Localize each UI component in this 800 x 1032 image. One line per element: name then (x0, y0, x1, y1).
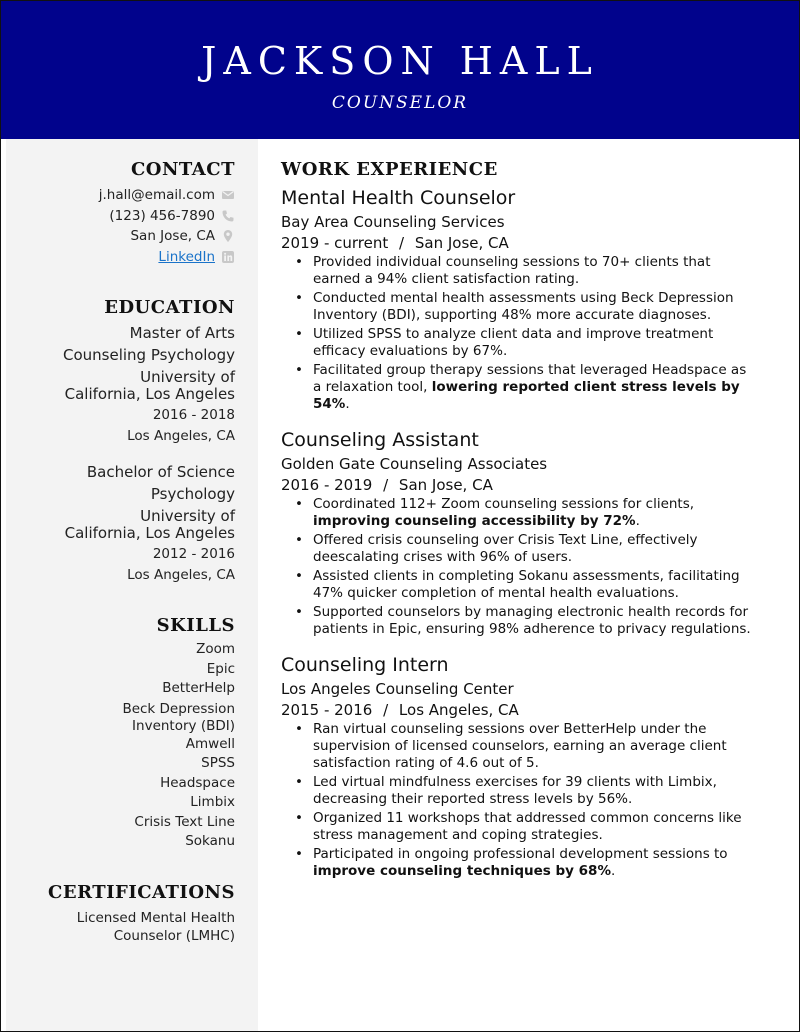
bullet (313, 362, 751, 413)
phone-text: (123) 456-7890 (109, 207, 215, 224)
education-heading: EDUCATION (104, 297, 235, 318)
location: Los Angeles, CA (127, 428, 235, 444)
dates: 2012 - 2016 (152, 546, 235, 562)
bullet: • Provided individual counseling sessions to 70+ clients that earned a 94% client satisfaction rating. (313, 254, 751, 288)
bullet-text: . (610, 863, 616, 879)
company: Los Angeles Counseling Center (281, 680, 514, 698)
bullet-highlight: improve counseling techniques by 68% (313, 863, 611, 879)
job-location: Los Angeles, CA (398, 701, 519, 719)
education-item (15, 322, 235, 447)
bullet-text: Coordinated 112+ Zoom counseling sessions for clients, (313, 496, 695, 512)
skill-item: Inventory (BDI) (132, 717, 235, 734)
certification-line: Counselor (LMHC) (113, 927, 235, 944)
bullet-text: Facilitated group therapy sessions that leveraged Headspace as a relaxation tool, (313, 362, 747, 395)
company: Bay Area Counseling Services (281, 213, 505, 231)
certification-item (15, 909, 235, 945)
email-text: j.hall@email.com (98, 187, 215, 203)
envelope-icon (221, 188, 235, 202)
contact-section (15, 185, 235, 267)
candidate-name: JACKSON HALL (201, 39, 599, 83)
job-bullets (281, 254, 751, 413)
separator: / (383, 476, 389, 494)
contact-location (15, 226, 235, 247)
job-location: San Jose, CA (398, 476, 493, 494)
education-item (15, 461, 235, 586)
dates: 2016 - 2018 (152, 407, 235, 423)
job-title: Mental Health Counselor (281, 187, 516, 209)
company: Golden Gate Counseling Associates (281, 455, 548, 473)
skill-item: Zoom (196, 641, 235, 657)
school (15, 369, 235, 403)
candidate-title: COUNSELOR (331, 93, 469, 113)
separator: / (399, 234, 405, 252)
sidebar (6, 139, 258, 1031)
main-content (281, 139, 751, 882)
map-pin-icon (221, 229, 235, 243)
degree: Master of Arts (129, 324, 235, 342)
bullet-text: . (345, 396, 350, 412)
job-entry (281, 653, 751, 880)
location-text: San Jose, CA (130, 228, 215, 244)
linkedin-icon (221, 250, 235, 264)
skill-item: BetterHelp (162, 680, 235, 696)
job-meta (281, 474, 751, 496)
bullet-highlight: lowering reported client stress levels by 54% (313, 379, 740, 412)
school (15, 508, 235, 542)
skill-item: SPSS (201, 755, 235, 771)
skill-item: Epic (206, 660, 235, 677)
bullet: • Utilized SPSS to analyze client data and improve treatment efficacy evaluations by 67%. (313, 326, 751, 360)
field: Psychology (150, 485, 235, 503)
job-meta (281, 699, 751, 721)
skills-list (15, 640, 235, 852)
skill-item: Limbix (190, 794, 235, 810)
bullet: • Ran virtual counseling sessions over BetterHelp under the supervision of licensed counselors, earning an average client satisfaction rating of 4.6 out of 5. (313, 721, 751, 772)
certification-line: Licensed Mental Health (76, 909, 235, 926)
bullet: • Supported counselors by managing electronic health records for patients in Epic, ensuring 98% adherence to privacy regulations. (313, 604, 751, 638)
field: Counseling Psychology (63, 346, 235, 364)
job-location: San Jose, CA (414, 234, 509, 252)
skills-heading: SKILLS (156, 615, 235, 636)
contact-heading: CONTACT (130, 159, 235, 180)
skill-item: Headspace (160, 774, 235, 791)
contact-phone (15, 206, 235, 227)
job-bullets (281, 721, 751, 880)
school-line: California, Los Angeles (64, 385, 235, 403)
school-line: University of (140, 368, 235, 386)
bullet: • Led virtual mindfulness exercises for 39 clients with Limbix, decreasing their reported stress levels by 56%. (313, 774, 751, 808)
skill-item: Crisis Text Line (134, 813, 235, 830)
bullet (313, 846, 751, 880)
phone-icon (221, 209, 235, 223)
job-entry (281, 186, 751, 413)
sidebar-content (15, 139, 235, 945)
contact-email (15, 185, 235, 206)
degree: Bachelor of Science (86, 463, 235, 481)
job-dates: 2015 - 2016 (281, 701, 373, 719)
bullet (313, 496, 751, 530)
skill-item: Amwell (185, 735, 235, 752)
job-bullets (281, 496, 751, 638)
bullet: • Conducted mental health assessments using Beck Depression Inventory (BDI), supporting 48% more accurate diagnoses. (313, 290, 751, 324)
location: Los Angeles, CA (127, 567, 235, 583)
linkedin-link[interactable]: LinkedIn (158, 248, 215, 265)
bullet: • Offered crisis counseling over Crisis Text Line, effectively deescalating crises with 96% of users. (313, 532, 751, 566)
bullet: • Assisted clients in completing Sokanu assessments, facilitating 47% quicker completion of mental health evaluations. (313, 568, 751, 602)
job-dates: 2016 - 2019 (281, 476, 373, 494)
school-line: University of (140, 507, 235, 525)
bullet-text: Participated in ongoing professional development sessions to (313, 846, 728, 862)
certifications-heading: CERTIFICATIONS (48, 881, 235, 903)
job-entry (281, 428, 751, 638)
school-line: California, Los Angeles (64, 524, 235, 542)
job-dates: 2019 - current (281, 234, 389, 252)
experience-heading: WORK EXPERIENCE (281, 159, 498, 180)
resume-header (1, 1, 799, 139)
job-title: Counseling Intern (281, 654, 449, 676)
job-title: Counseling Assistant (281, 429, 479, 451)
bullet: • Organized 11 workshops that addressed common concerns like stress management and coping strategies. (313, 810, 751, 844)
skill-item: Beck Depression (122, 700, 235, 717)
separator: / (383, 701, 389, 719)
skill-item: Sokanu (185, 833, 235, 849)
bullet-text: . (635, 513, 640, 529)
job-meta (281, 232, 751, 254)
contact-linkedin (15, 247, 235, 268)
bullet-highlight: improving counseling accessibility by 72% (313, 513, 636, 529)
